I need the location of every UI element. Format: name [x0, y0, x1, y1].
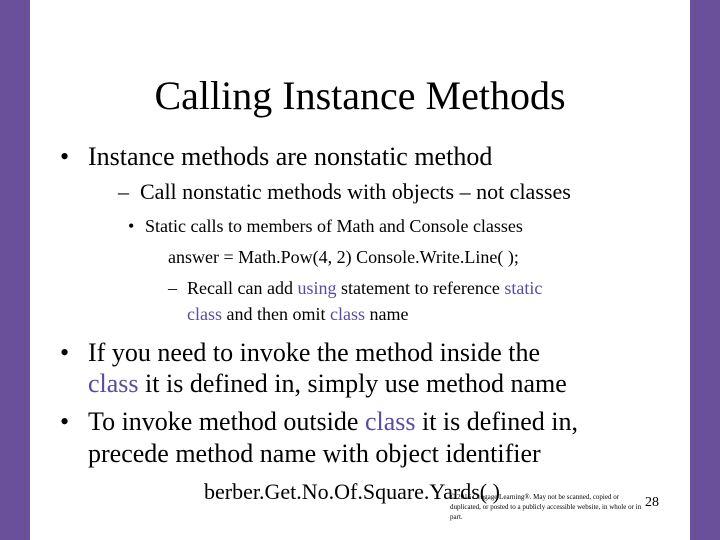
bullet-instance-methods: Instance methods are nonstatic method: [88, 142, 493, 171]
keyword-class: class: [187, 304, 222, 324]
keyword-class: class: [88, 369, 139, 398]
slide: [30, 0, 690, 540]
text-run: and then omit: [222, 304, 330, 324]
keyword-class: class: [329, 304, 365, 324]
text-run: name: [364, 304, 409, 324]
bullet-invoke-outside-cont: precede method name with object identifier: [88, 439, 541, 468]
keyword-static: static: [504, 278, 543, 298]
code-example: answer = Math.Pow(4, 2) Console.Write.Line( );: [168, 247, 519, 267]
omit-class-line: [187, 302, 408, 326]
text-run: it is defined in, simply use method name: [138, 369, 567, 398]
page-number: 28: [645, 495, 659, 510]
bullet-marker: •: [60, 407, 70, 436]
slide-title: Calling Instance Methods: [154, 73, 566, 118]
bullet-marker: •: [60, 142, 70, 171]
bullet-invoke-inside: If you need to invoke the method inside the: [88, 338, 541, 367]
text-run: To invoke method outside: [88, 407, 365, 436]
code-example-object: berber.Get.No.Of.Square.Yards( ): [204, 479, 500, 504]
bullet-marker: •: [60, 338, 70, 367]
dash-marker: –: [168, 278, 177, 298]
sub-sub-static-calls: Static calls to members of Math and Console classes: [145, 216, 523, 236]
sub-bullet-nonstatic: Call nonstatic methods with objects – not classes: [140, 179, 571, 204]
dash-marker: –: [118, 179, 129, 204]
bullet-invoke-outside: [88, 406, 578, 438]
keyword-class: class: [364, 407, 416, 436]
text-run: Recall can add: [187, 278, 298, 298]
text-run: it is defined in,: [415, 407, 578, 436]
copyright-notice: © 2016 Cengage Learning®. May not be scanned, copied or duplicated, or posted to a publicly accessible website, in whole or in part.: [450, 493, 642, 521]
keyword-using: using: [297, 278, 337, 298]
recall-using-line: [187, 276, 542, 300]
bullet-marker: •: [128, 216, 135, 236]
text-run: statement to reference: [336, 278, 505, 298]
bullet-invoke-inside-cont: [88, 368, 567, 400]
